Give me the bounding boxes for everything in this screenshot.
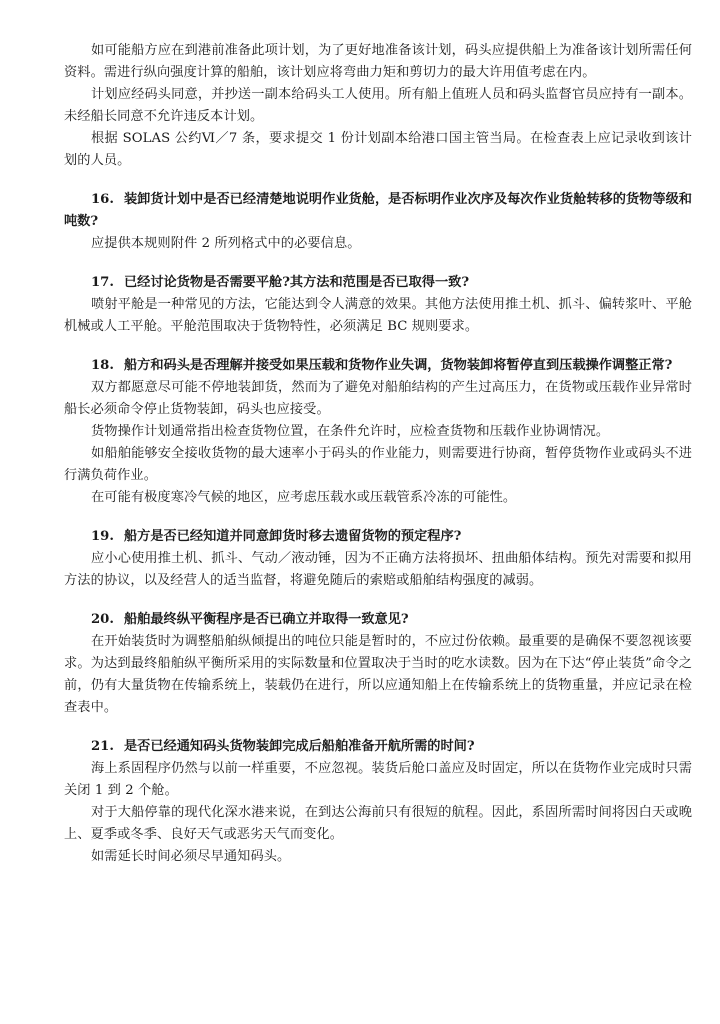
intro-paragraph: 如可能船方应在到港前准备此项计划，为了更好地准备该计划，码头应提供船上为准备该计划所需任何资料。需进行纵向强度计算的船舶，该计划应将弯曲力矩和剪切力的最大许用值考虑在内。 <box>64 43 692 80</box>
section-paragraph: 应小心使用推土机、抓斗、气动／液动锤，因为不正确方法将损坏、扭曲船体结构。预先对需要和拟用方法的协议，以及经营人的适当监督，将避免随后的索赔或船舶结构强度的减弱。 <box>64 551 692 588</box>
section-18 <box>64 355 692 509</box>
section-question: 是否已经通知码头货物装卸完成后船舶准备开航所需的时间? <box>123 739 475 754</box>
section-number: 18. <box>91 358 114 373</box>
section-paragraph: 喷射平舱是一种常见的方法，它能达到令人满意的效果。其他方法使用推土机、抓斗、偏转浆叶、平舱机械或人工平舱。平舱范围取决于货物特性，必须满足 BC 规则要求。 <box>64 297 692 334</box>
section-20 <box>64 609 692 719</box>
section-paragraph: 双方都愿意尽可能不停地装卸货，然而为了避免对船舶结构的产生过高压力，在货物或压载作业异常时船长必须命令停止货物装卸，码头也应接受。 <box>64 380 692 417</box>
section-17 <box>64 272 692 338</box>
section-paragraph: 海上系固程序仍然与以前一样重要，不应忽视。装货后舱口盖应及时固定，所以在货物作业完成时只需关闭 1 到 2 个舱。 <box>64 761 692 798</box>
section-paragraph: 在可能有极度寒冷气候的地区，应考虑压载水或压载管系冷冻的可能性。 <box>91 490 517 505</box>
section-heading <box>64 355 692 377</box>
section-number: 19. <box>91 529 114 544</box>
section-number: 16. <box>91 192 114 207</box>
section-paragraph: 应提供本规则附件 2 所列格式中的必要信息。 <box>91 236 361 251</box>
section-number: 17. <box>91 275 114 290</box>
section-question: 船方和码头是否理解并接受如果压载和货物作业失调，货物装卸将暂停直到压载操作调整正常? <box>123 358 673 373</box>
document-page <box>64 40 692 868</box>
section-question: 船方是否已经知道并同意卸货时移去遗留货物的预定程序? <box>123 529 462 544</box>
intro-paragraph: 根据 SOLAS 公约Ⅵ／7 条，要求提交 1 份计划副本给港口国主管当局。在检查表上应记录收到该计划的人员。 <box>64 131 692 168</box>
section-heading <box>64 272 692 294</box>
section-paragraph: 货物操作计划通常指出检查货物位置，在条件允许时，应检查货物和压载作业协调情况。 <box>91 424 610 439</box>
section-paragraph: 如需延长时间必须尽早通知码头。 <box>91 849 291 864</box>
section-paragraph: 在开始装货时为调整船舶纵倾提出的吨位只能是暂时的，不应过份依赖。最重要的是确保不要忽视该要求。为达到最终船舶纵平衡所采用的实际数量和位置取决于当时的吃水读数。因为在下达“停止装货”命令之前，仍有大量货物在传输系统上，装载仍在进行，所以应通知船上在传输系统上的货物重量，并应记录在检查表中。 <box>64 634 692 715</box>
section-19 <box>64 526 692 592</box>
section-heading <box>64 526 692 548</box>
section-heading <box>64 609 692 631</box>
section-21 <box>64 736 692 868</box>
section-question: 装卸货计划中是否已经清楚地说明作业货舱，是否标明作业次序及每次作业货舱转移的货物等级和吨数? <box>64 192 692 229</box>
section-heading <box>64 736 692 758</box>
section-paragraph: 对于大船停靠的现代化深水港来说，在到达公海前只有很短的航程。因此，系固所需时间将因白天或晚上、夏季或冬季、良好天气或恶劣天气而变化。 <box>64 805 692 842</box>
section-question: 已经讨论货物是否需要平舱?其方法和范围是否已取得一致? <box>123 275 470 290</box>
section-heading <box>64 189 692 233</box>
section-number: 21. <box>91 739 114 754</box>
section-number: 20. <box>91 612 114 627</box>
intro-paragraph: 计划应经码头同意，并抄送一副本给码头工人使用。所有船上值班人员和码头监督官员应持有一副本。未经船长同意不允许违反本计划。 <box>64 87 692 124</box>
section-question: 船舶最终纵平衡程序是否已确立并取得一致意见? <box>123 612 409 627</box>
section-16 <box>64 189 692 255</box>
section-paragraph: 如船舶能够安全接收货物的最大速率小于码头的作业能力，则需要进行协商，暂停货物作业或码头不进行满负荷作业。 <box>64 446 692 483</box>
